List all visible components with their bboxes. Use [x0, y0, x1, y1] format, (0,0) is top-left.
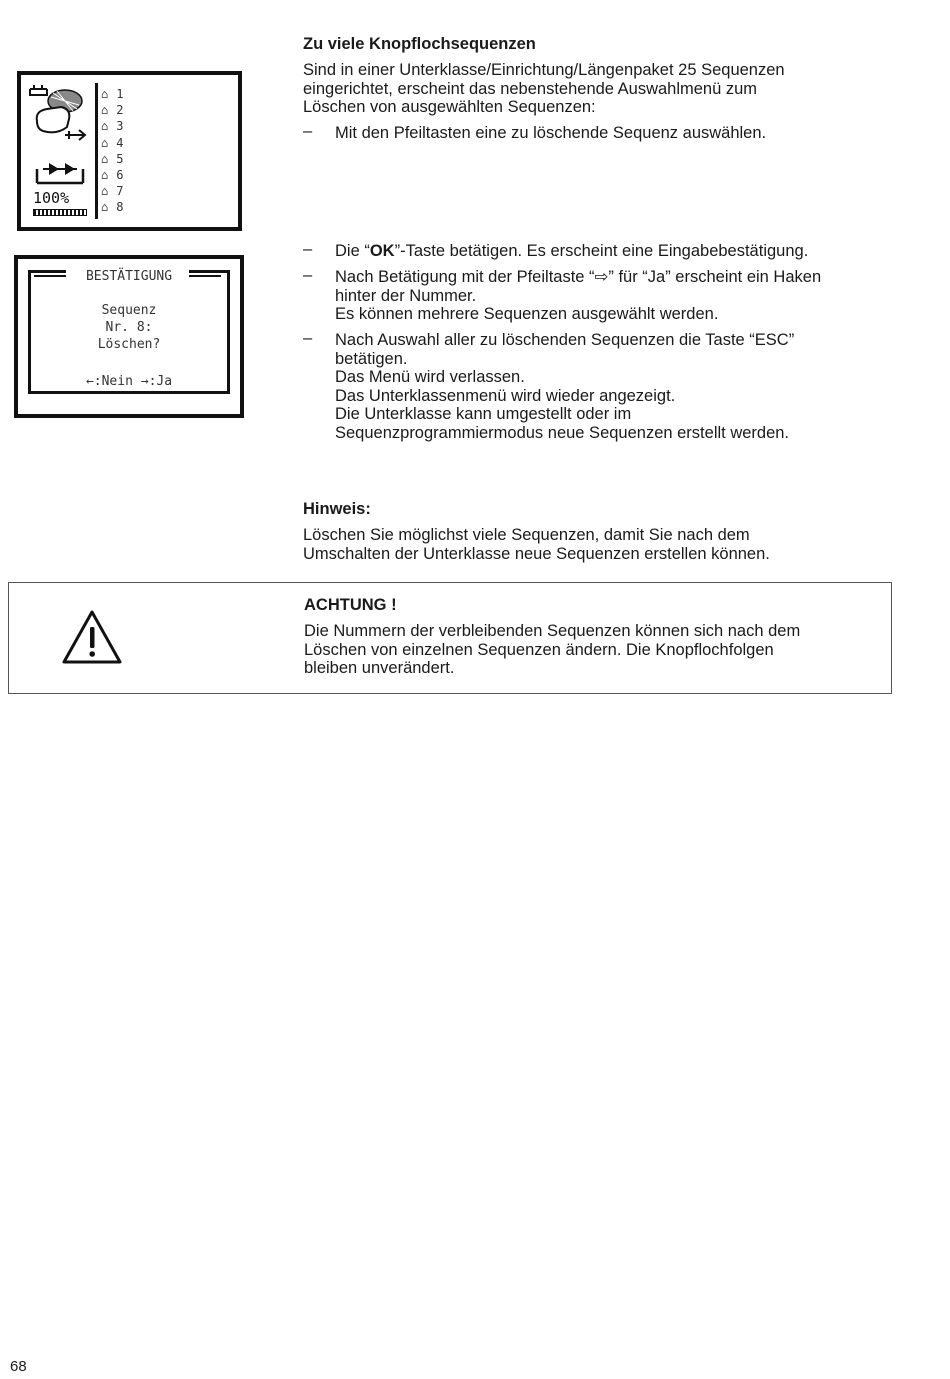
sequence-selection-screen [17, 71, 242, 231]
list-item[interactable]: ⌂ 7 [101, 184, 124, 199]
warning-title: ACHTUNG ! [304, 596, 397, 614]
bullet-dash: – [303, 240, 313, 258]
list-item[interactable]: ⌂ 6 [101, 168, 124, 183]
sequence-icon: ⌂ [101, 119, 109, 134]
list-item[interactable]: ⌂ 2 [101, 103, 124, 118]
sequence-icon: ⌂ [101, 168, 109, 183]
sequence-icon: ⌂ [101, 200, 109, 215]
dialog-line: Nr. 8: [105, 320, 153, 335]
bullet-dash: – [303, 122, 313, 140]
step-esc: Nach Auswahl aller zu löschenden Sequenzen die Taste “ESC” betätigen. Das Menü wird verlassen. Das Unterklassenmenü wird wieder angezeigt. Die Unterklasse kann umgestellt oder im Sequenzprogrammiermodus neue Sequenzen erstellt werden. [335, 331, 795, 442]
list-item[interactable]: ⌂ 3 [101, 119, 124, 134]
sequence-list [101, 86, 123, 216]
sequence-icon: ⌂ [101, 135, 109, 150]
step-select: Mit den Pfeiltasten eine zu löschende Sequenz auswählen. [335, 124, 767, 142]
list-item[interactable]: ⌂ 1 [101, 87, 124, 101]
list-item[interactable]: ⌂ 5 [101, 151, 124, 166]
dialog-line: Sequenz [101, 303, 157, 318]
buttonhole-sequence-icon [27, 83, 91, 153]
page-number: 68 [10, 1358, 27, 1375]
stitch-length-icon [35, 159, 85, 185]
screen-divider [95, 83, 98, 219]
warning-text: Die Nummern der verbleibenden Sequenzen können sich nach dem Löschen von einzelnen Sequenzen ändern. Die Knopflochfolgen bleiben unverändert. [304, 622, 801, 678]
hint-text: Löschen Sie möglichst viele Sequenzen, damit Sie nach dem Umschalten der Unterklasse neue Sequenzen erstellen können. [303, 526, 770, 563]
intro-line: Sind in einer Unterklasse/Einrichtung/Längenpaket 25 Sequenzen [303, 61, 785, 79]
sequence-icon: ⌂ [101, 103, 109, 118]
dialog-line: Löschen? [97, 337, 161, 352]
sequence-icon: ⌂ [101, 184, 109, 199]
dialog-options[interactable]: ←:Nein →:Ja [85, 374, 173, 389]
confirmation-screen [14, 255, 244, 418]
step-confirm: Nach Betätigung mit der Pfeiltaste “⇨” für “Ja” erscheint ein Haken hinter der Nummer. Es können mehrere Sequenzen ausgewählt werden. [335, 268, 822, 324]
step-ok-key: Die “OK”-Taste betätigen. Es erscheint eine Eingabebestätigung. [335, 242, 809, 260]
sequence-icon: ⌂ [101, 87, 109, 101]
list-item[interactable]: ⌂ 8 [101, 200, 124, 215]
bullet-dash: – [303, 266, 313, 284]
hint-title: Hinweis: [303, 500, 371, 518]
sequence-icon: ⌂ [101, 151, 109, 166]
section-title: Zu viele Knopflochsequenzen [303, 35, 536, 53]
speed-percent: 100% [33, 189, 70, 207]
ok-key-label: OK [369, 242, 395, 260]
intro-line: eingerichtet, erscheint das nebenstehende Auswahlmenü zum [303, 79, 758, 98]
bullet-dash: – [303, 329, 313, 347]
warning-triangle-icon [61, 609, 123, 665]
dialog-title: BESTÄTIGUNG [85, 269, 173, 284]
intro-line: Löschen von ausgewählten Sequenzen: [303, 98, 596, 117]
list-item[interactable]: ⌂ 4 [101, 135, 124, 150]
percent-bar [33, 209, 87, 216]
warning-box [8, 582, 892, 694]
intro-paragraph [303, 61, 785, 117]
